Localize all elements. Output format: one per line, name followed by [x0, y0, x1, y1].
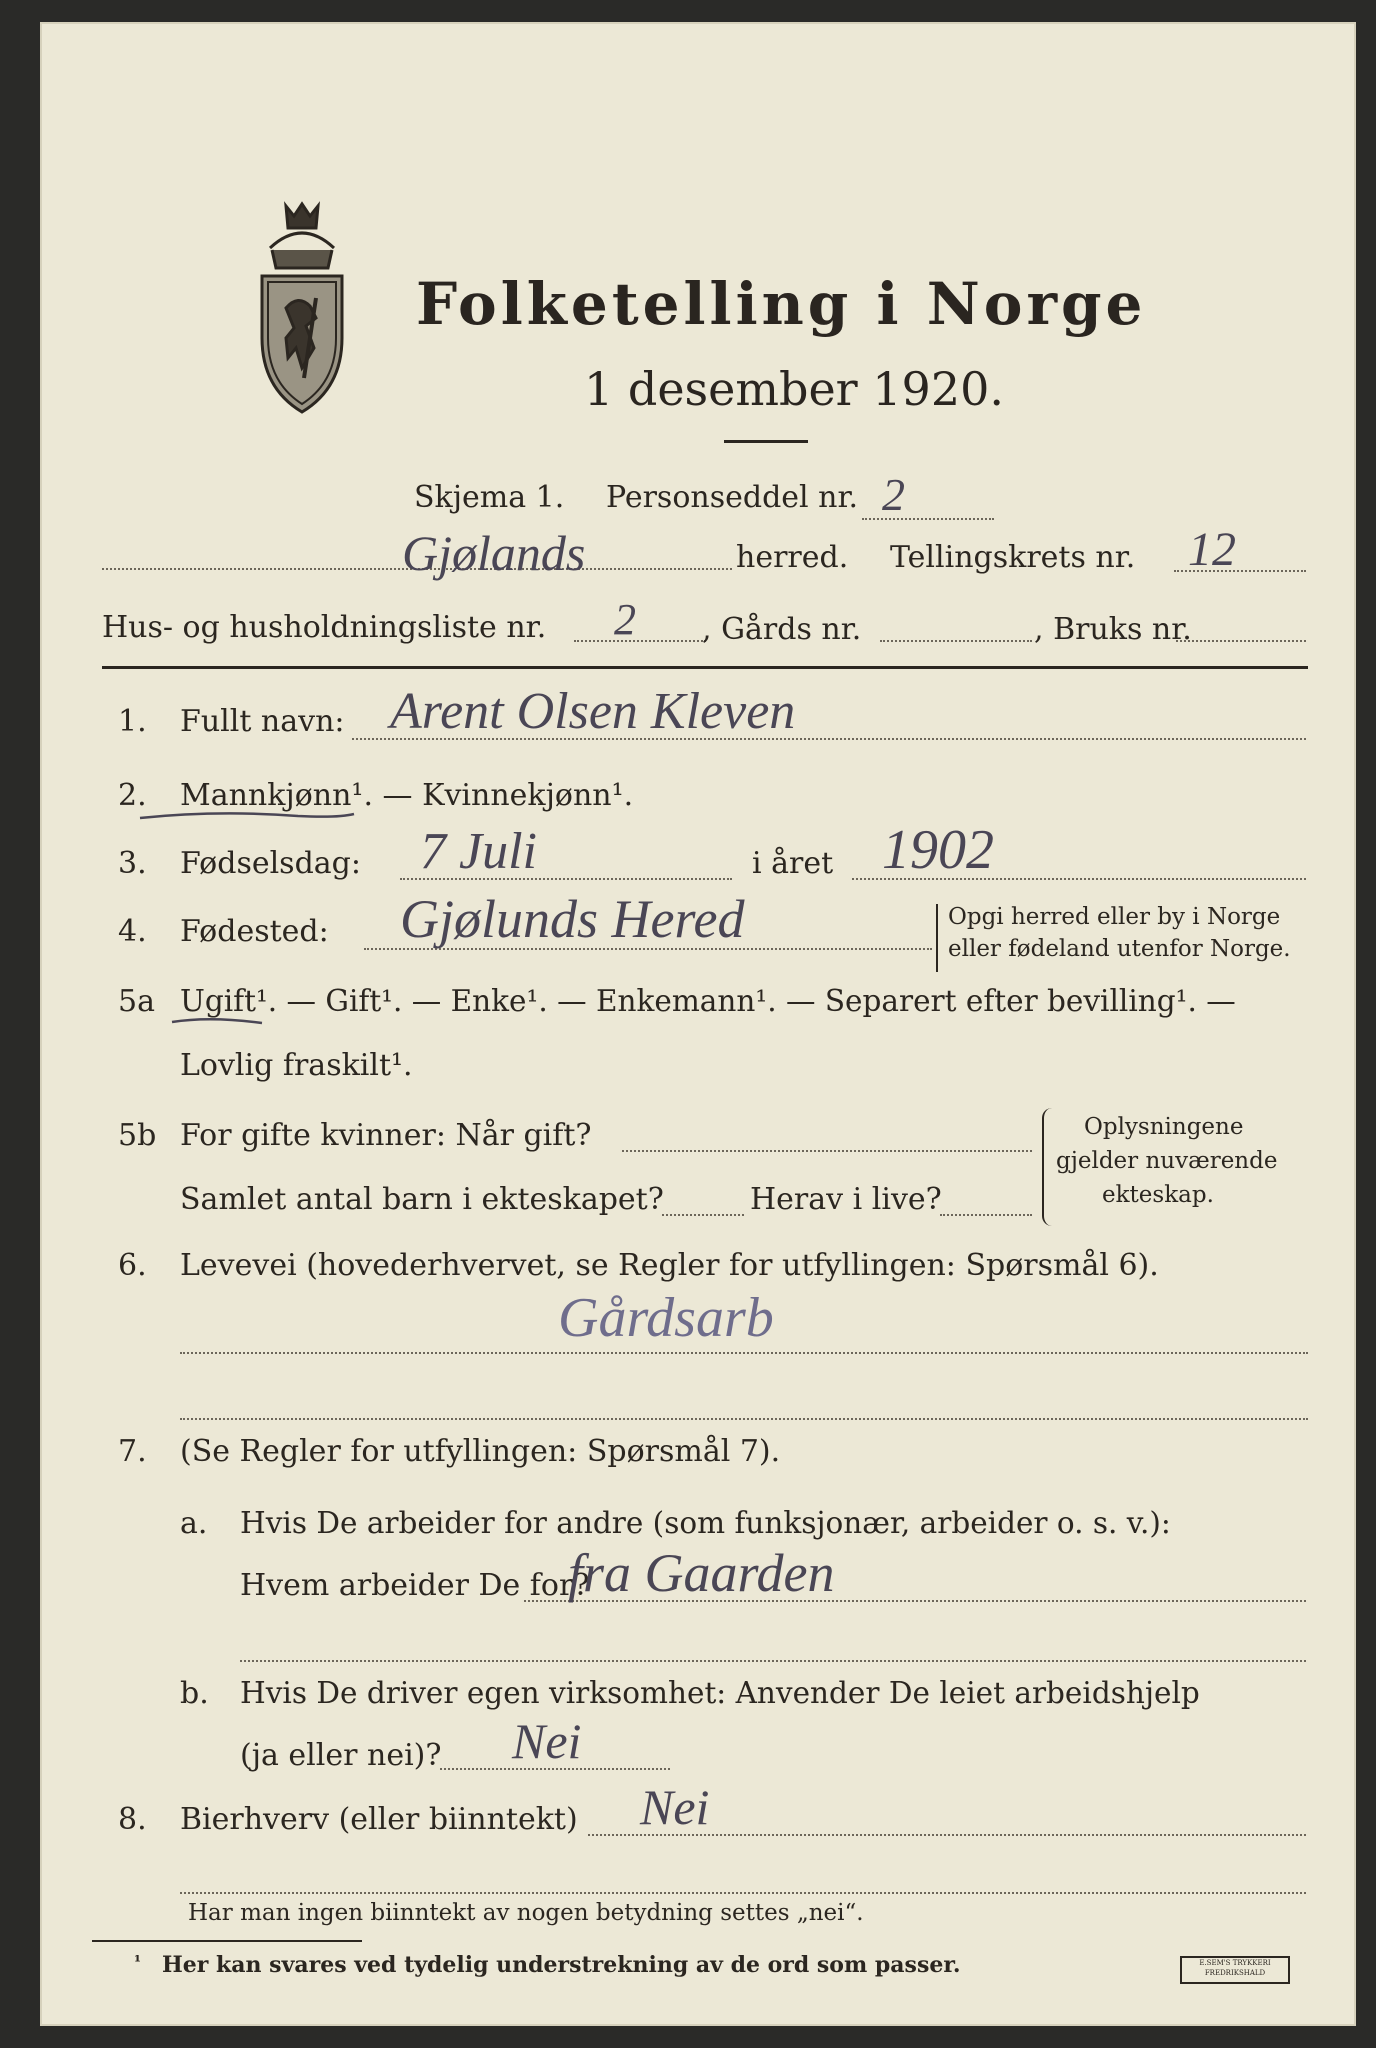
footnote-text: Her kan svares ved tydelig understrekning av de ord som passer.: [162, 1952, 961, 1978]
birth-year-value[interactable]: 1902: [882, 819, 994, 881]
gards-line: [880, 640, 1032, 642]
personseddel-label: Personseddel nr.: [606, 480, 859, 515]
footnote-mark: ¹: [134, 1952, 142, 1971]
q4-brace: [936, 904, 942, 972]
q5b-when-married-line: [622, 1150, 1032, 1152]
q2-number: 2.: [118, 778, 147, 813]
q3-number: 3.: [118, 846, 147, 881]
bruks-label: , Bruks nr.: [1034, 612, 1192, 647]
q4-number: 4.: [118, 914, 147, 949]
herred-label: herred.: [736, 540, 849, 575]
biinntekt-note: Har man ingen biinntekt av nogen betydning settes „nei“.: [188, 1900, 864, 1926]
q3-label: Fødselsdag:: [180, 846, 361, 881]
q4-note-line2: eller fødeland utenfor Norge.: [948, 936, 1291, 962]
bruks-line: [1176, 640, 1306, 642]
q4-note-line1: Opgi herred eller by i Norge: [948, 904, 1281, 930]
mannkjonn-underline: [138, 806, 358, 826]
q7b-label: (ja eller nei)?: [240, 1738, 442, 1773]
gards-label: , Gårds nr.: [702, 612, 862, 647]
q7a-question: Hvis De arbeider for andre (som funksjonær, arbeider o. s. v.):: [240, 1506, 1171, 1540]
employer-value[interactable]: fra Gaarden: [568, 1543, 835, 1603]
q6-line1: [180, 1352, 1308, 1354]
tellingskrets-label: Tellingskrets nr.: [890, 540, 1136, 575]
footnote-rule: [92, 1940, 362, 1942]
q5b-note-line3: ekteskap.: [1102, 1182, 1214, 1208]
q6-line2: [180, 1418, 1308, 1420]
q5b-alive-line: [940, 1214, 1032, 1216]
q8-label: Bierhverv (eller biinntekt): [180, 1802, 578, 1837]
printer-line2: FREDRIKSHALD: [1204, 1969, 1266, 1977]
hired-help-value[interactable]: Nei: [512, 1713, 582, 1769]
q6-label: Levevei (hovederhvervet, se Regler for utfyllingen: Spørsmål 6).: [180, 1248, 1159, 1283]
q8-line2: [180, 1892, 1306, 1894]
q7a-employer-label: Hvem arbeider De for?: [240, 1568, 590, 1603]
q7a-letter: a.: [180, 1506, 208, 1541]
q1-label: Fullt navn:: [180, 704, 345, 739]
q7a-line2: [240, 1660, 1306, 1662]
q5b-note-line2: gjelder nuværende: [1056, 1148, 1278, 1174]
printer-stamp: [1180, 1956, 1290, 1984]
q7-number: 7.: [118, 1434, 147, 1469]
schema-label: Skjema 1.: [414, 480, 565, 515]
q1-number: 1.: [118, 704, 147, 739]
form-title: Folketelling i Norge: [416, 270, 1147, 338]
norwegian-coat-of-arms-icon: [246, 198, 358, 420]
q4-label: Fødested:: [180, 914, 329, 949]
q5b-alive-label: Herav i live?: [750, 1182, 942, 1217]
marital-status-options: Ugift¹. — Gift¹. — Enke¹. — Enkemann¹. — Separert efter bevilling¹. —: [180, 984, 1236, 1018]
q5b-children-line: [662, 1214, 744, 1216]
title-divider: [724, 440, 808, 443]
q7b-question: Hvis De driver egen virksomhet: Anvender De leiet arbeidshjelp: [240, 1676, 1200, 1710]
sex-options: Mannkjønn¹. — Kvinnekjønn¹.: [180, 778, 634, 813]
q5b-brace: [1042, 1108, 1052, 1226]
q5b-number: 5b: [118, 1118, 157, 1153]
herred-value[interactable]: Gjølands: [402, 525, 586, 581]
household-list-label: Hus- og husholdningsliste nr.: [102, 610, 547, 645]
q5a-number: 5a: [118, 984, 155, 1019]
q5b-note-line1: Oplysningene: [1084, 1114, 1244, 1140]
household-list-value[interactable]: 2: [614, 595, 636, 644]
year-label: i året: [752, 846, 834, 881]
q7b-letter: b.: [180, 1676, 209, 1711]
household-list-line: [574, 640, 706, 642]
birthplace-value[interactable]: Gjølunds Hered: [400, 889, 745, 949]
census-form-page: [40, 22, 1356, 2026]
q7-label: (Se Regler for utfyllingen: Spørsmål 7).: [180, 1434, 781, 1469]
printer-line1: E.SEM'S TRYKKERI: [1199, 1959, 1271, 1967]
header-rule: [102, 666, 1308, 669]
census-date: 1 desember 1920.: [584, 362, 1004, 416]
personseddel-value[interactable]: 2: [882, 469, 905, 520]
full-name-value[interactable]: Arent Olsen Kleven: [390, 683, 796, 740]
tellingskrets-value[interactable]: 12: [1188, 523, 1236, 576]
marital-status-line2: Lovlig fraskilt¹.: [180, 1048, 413, 1083]
birth-day-value[interactable]: 7 Juli: [420, 823, 537, 880]
q8-number: 8.: [118, 1802, 147, 1837]
occupation-value[interactable]: Gårdsarb: [558, 1287, 774, 1349]
side-income-value[interactable]: Nei: [640, 1779, 710, 1835]
q5b-children-label: Samlet antal barn i ekteskapet?: [180, 1182, 664, 1217]
ugift-underline: [170, 1014, 266, 1030]
q5b-when-married-label: For gifte kvinner: Når gift?: [180, 1118, 592, 1153]
q6-number: 6.: [118, 1248, 147, 1283]
